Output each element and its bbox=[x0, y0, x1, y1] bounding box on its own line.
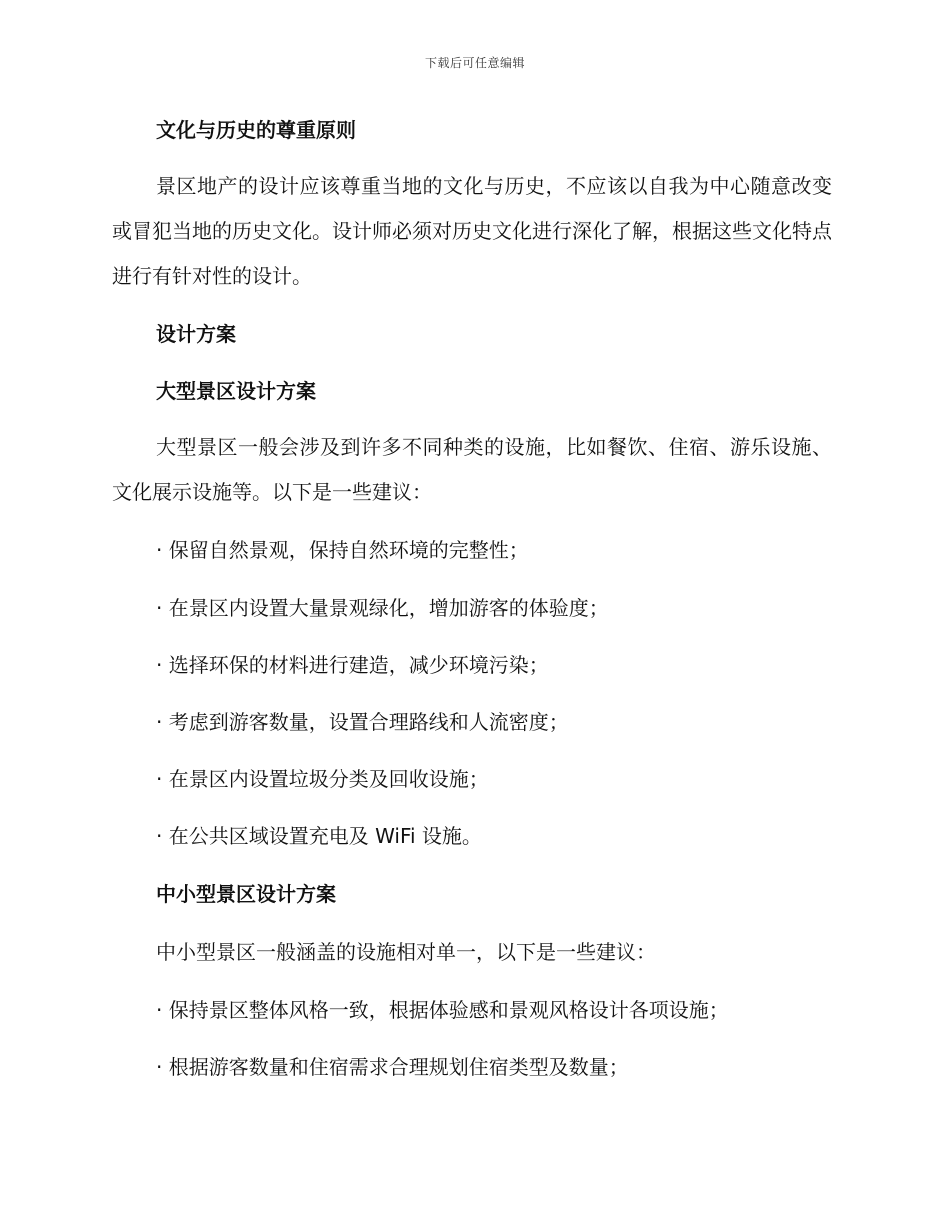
list-item: · 在景区内设置大量景观绿化，增加游客的体验度； bbox=[156, 596, 609, 620]
list-item: · 根据游客数量和住宿需求合理规划住宿类型及数量； bbox=[156, 1055, 629, 1079]
page-header: 下载后可任意编辑 bbox=[424, 56, 525, 70]
list-item: · 在景区内设置垃圾分类及回收设施； bbox=[156, 767, 489, 791]
section-heading-culture: 文化与历史的尊重原则 bbox=[156, 118, 356, 142]
list-item: · 选择环保的材料进行建造，减少环境污染； bbox=[156, 653, 549, 677]
section-heading-small-scenic: 中小型景区设计方案 bbox=[156, 882, 336, 906]
list-item: · 考虑到游客数量，设置合理路线和人流密度； bbox=[156, 710, 569, 734]
section-heading-design-plan: 设计方案 bbox=[156, 322, 236, 346]
section-heading-large-scenic: 大型景区设计方案 bbox=[156, 379, 316, 403]
list-item: · 保持景区整体风格一致，根据体验感和景观风格设计各项设施； bbox=[156, 998, 729, 1022]
list-item: · 保留自然景观，保持自然环境的完整性； bbox=[156, 538, 529, 562]
list-item: · 在公共区域设置充电及 WiFi 设施。 bbox=[156, 824, 482, 848]
paragraph-large-scenic: 大型景区一般会涉及到许多不同种类的设施，比如餐饮、住宿、游乐设施、文化展示设施等。以下是一些建议： bbox=[112, 435, 832, 504]
paragraph-culture: 景区地产的设计应该尊重当地的文化与历史，不应该以自我为中心随意改变或冒犯当地的历史文化。设计师必须对历史文化进行深化了解，根据这些文化特点进行有针对性的设计。 bbox=[112, 174, 832, 288]
paragraph-small-scenic-intro: 中小型景区一般涵盖的设施相对单一，以下是一些建议： bbox=[156, 940, 656, 964]
